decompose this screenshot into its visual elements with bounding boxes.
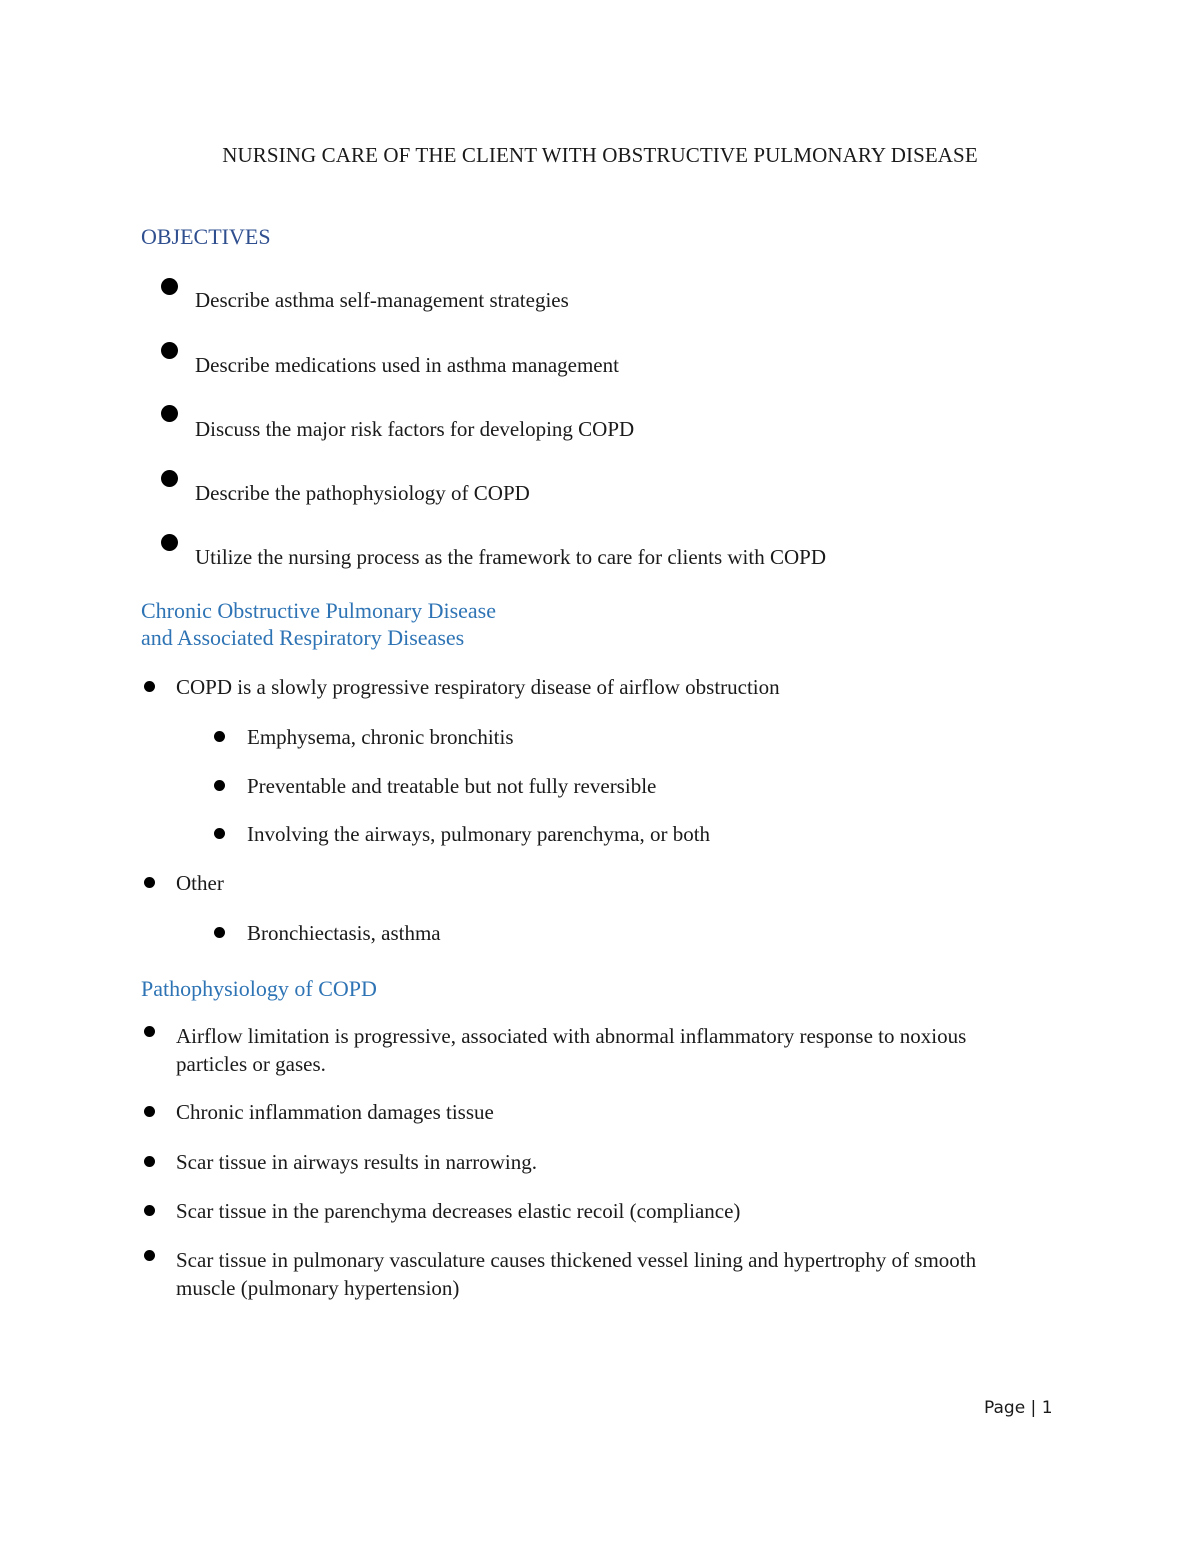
document-title: NURSING CARE OF THE CLIENT WITH OBSTRUCTIVE PULMONARY DISEASE [222, 143, 978, 167]
bullet-icon [161, 534, 178, 551]
list-item-text: Scar tissue in airways results in narrowing. [176, 1150, 538, 1174]
list-item-text: Chronic inflammation damages tissue [176, 1100, 494, 1124]
bullet-icon [144, 877, 155, 888]
list-item-text: Scar tissue in pulmonary vasculature causes thickened vessel lining and hypertrophy of smooth muscle (pulmonary hypertension) [176, 1248, 977, 1300]
list-item-text: Emphysema, chronic bronchitis [247, 725, 514, 749]
objective-item: Utilize the nursing process as the framework to care for clients with COPD [195, 545, 826, 569]
objectives-heading: OBJECTIVES [141, 224, 271, 249]
copd-section-heading-line2: and Associated Respiratory Diseases [141, 625, 465, 650]
patho-section-heading: Pathophysiology of COPD [141, 976, 377, 1001]
bullet-icon [214, 828, 225, 839]
bullet-icon [144, 1026, 155, 1037]
bullet-icon [144, 1106, 155, 1117]
copd-section-heading-line1: Chronic Obstructive Pulmonary Disease [141, 598, 496, 623]
bullet-icon [214, 780, 225, 791]
list-item [176, 675, 780, 700]
objective-item: Describe medications used in asthma management [195, 353, 619, 377]
sub-list-item [247, 921, 441, 946]
list-item-text: COPD is a slowly progressive respiratory disease of airflow obstruction [176, 675, 780, 699]
bullet-icon [144, 1156, 155, 1167]
page-number: Page | 1 [984, 1398, 1053, 1418]
sub-list-item [247, 822, 710, 847]
bullet-icon [161, 405, 178, 422]
list-item [176, 1100, 494, 1125]
bullet-icon [161, 342, 178, 359]
bullet-icon [144, 1250, 155, 1261]
list-item [176, 1199, 740, 1224]
list-item-text: Preventable and treatable but not fully reversible [247, 774, 657, 798]
bullet-icon [144, 681, 155, 692]
list-item [176, 1022, 1016, 1078]
list-item-text: Airflow limitation is progressive, associated with abnormal inflammatory response to noxious particles or gases. [176, 1024, 967, 1076]
list-item [176, 871, 224, 896]
list-item [176, 1246, 1016, 1302]
sub-list-item [247, 774, 656, 799]
list-item-text: Involving the airways, pulmonary parenchyma, or both [247, 822, 711, 846]
objective-item: Discuss the major risk factors for developing COPD [195, 417, 635, 441]
bullet-icon [214, 731, 225, 742]
objective-item: Describe asthma self-management strategies [195, 288, 569, 312]
list-item [176, 1150, 537, 1175]
objective-item: Describe the pathophysiology of COPD [195, 481, 530, 505]
bullet-icon [161, 278, 178, 295]
list-item-text: Other [176, 871, 224, 895]
bullet-icon [214, 927, 225, 938]
bullet-icon [161, 470, 178, 487]
list-item-text: Scar tissue in the parenchyma decreases elastic recoil (compliance) [176, 1199, 741, 1223]
bullet-icon [144, 1205, 155, 1216]
sub-list-item [247, 725, 514, 750]
list-item-text: Bronchiectasis, asthma [247, 921, 441, 945]
